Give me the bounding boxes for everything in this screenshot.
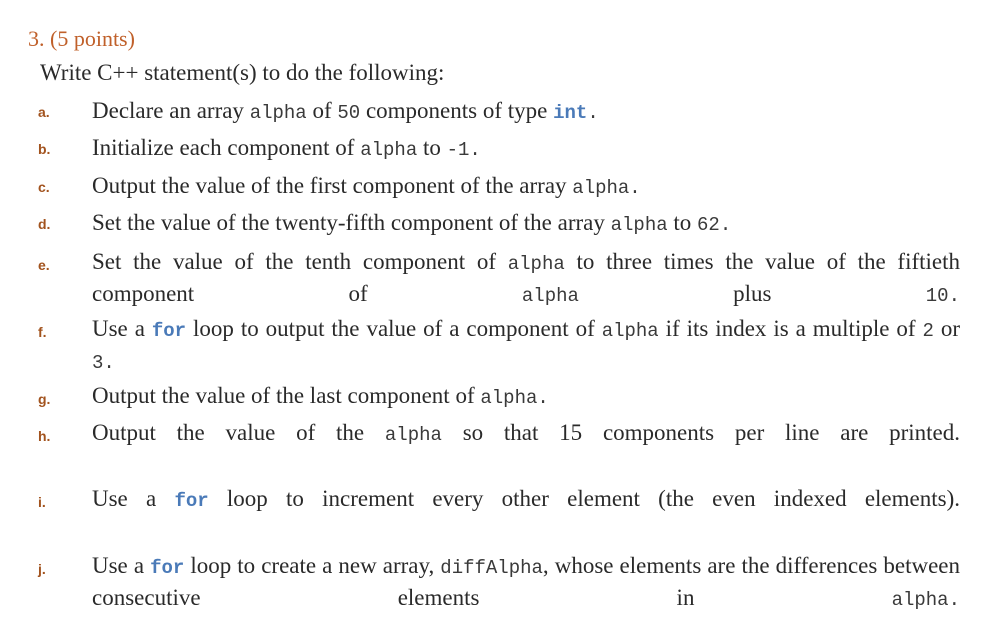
- item-letter: h.: [38, 428, 51, 444]
- text-run: components of type: [360, 98, 554, 123]
- code-token: -1.: [446, 139, 481, 161]
- code-token: alpha: [384, 424, 442, 446]
- item-text: [92, 208, 960, 240]
- item-letter: c.: [38, 179, 50, 195]
- code-token: alpha: [601, 320, 659, 342]
- text-run: Declare an array: [92, 98, 250, 123]
- item-letter: g.: [38, 391, 51, 407]
- text-run: to: [667, 210, 698, 235]
- text-run: to three times the value of the fiftieth component of: [92, 249, 961, 306]
- code-token: alpha: [360, 139, 418, 161]
- item-text: [92, 418, 960, 450]
- keyword-token: for: [174, 490, 209, 512]
- item-letter: f.: [38, 324, 47, 340]
- keyword-token: int: [553, 102, 588, 124]
- code-token: alpha.: [891, 589, 960, 611]
- text-run: Set the value of the tenth component of: [92, 249, 508, 274]
- text-run: Output the value of the last component of: [92, 383, 481, 408]
- text-run: Output the value of the first component of the array: [92, 173, 573, 198]
- item-text: [92, 484, 960, 516]
- code-token: alpha.: [572, 177, 641, 199]
- item-text: [92, 133, 960, 165]
- code-token: 2: [922, 320, 934, 342]
- code-token: 50: [337, 102, 361, 124]
- item-letter: d.: [38, 216, 51, 232]
- code-token: alpha.: [480, 387, 549, 409]
- code-token: alpha: [521, 285, 579, 307]
- item-letter: a.: [38, 104, 50, 120]
- code-token: alpha: [610, 214, 668, 236]
- text-run: loop to output the value of a component of: [186, 316, 602, 341]
- text-run: if its index is a multiple of: [658, 316, 923, 341]
- text-run: loop to increment every other element (the even indexed elements).: [208, 486, 960, 511]
- code-token: alpha: [507, 253, 565, 275]
- question-header: 3. (5 points): [28, 26, 135, 51]
- item-text: [92, 171, 960, 203]
- item-text: [92, 247, 960, 311]
- item-text: [92, 314, 960, 378]
- code-token: diffAlpha: [440, 557, 543, 579]
- code-token: 10.: [925, 285, 960, 307]
- text-run: Output the value of the: [92, 420, 385, 445]
- item-letter: e.: [38, 257, 50, 273]
- text-run: Set the value of the twenty-fifth component of the array: [92, 210, 611, 235]
- text-run: Use a: [92, 553, 151, 578]
- text-run: Use a: [92, 316, 152, 341]
- item-text: [92, 96, 960, 128]
- code-token: .: [587, 102, 599, 124]
- text-run: , whose elements are the differences between consecutive elements in: [92, 553, 960, 610]
- text-run: Initialize each component of: [92, 135, 361, 160]
- item-text: [92, 551, 960, 615]
- text-run: or: [933, 316, 960, 341]
- item-letter: i.: [38, 494, 46, 510]
- text-run: Use a: [92, 486, 175, 511]
- item-letter: j.: [38, 561, 46, 577]
- item-text: [92, 381, 960, 413]
- code-token: alpha: [249, 102, 307, 124]
- text-run: of: [306, 98, 338, 123]
- text-run: plus: [578, 281, 926, 306]
- text-run: loop to create a new array,: [184, 553, 441, 578]
- code-token: 3.: [92, 352, 115, 374]
- text-run: to: [417, 135, 447, 160]
- instruction-text: Write C++ statement(s) to do the following:: [40, 60, 445, 85]
- keyword-token: for: [151, 320, 187, 342]
- text-run: so that 15 components per line are printed.: [441, 420, 960, 445]
- keyword-token: for: [150, 557, 185, 579]
- code-token: 62.: [697, 214, 732, 236]
- item-letter: b.: [38, 141, 51, 157]
